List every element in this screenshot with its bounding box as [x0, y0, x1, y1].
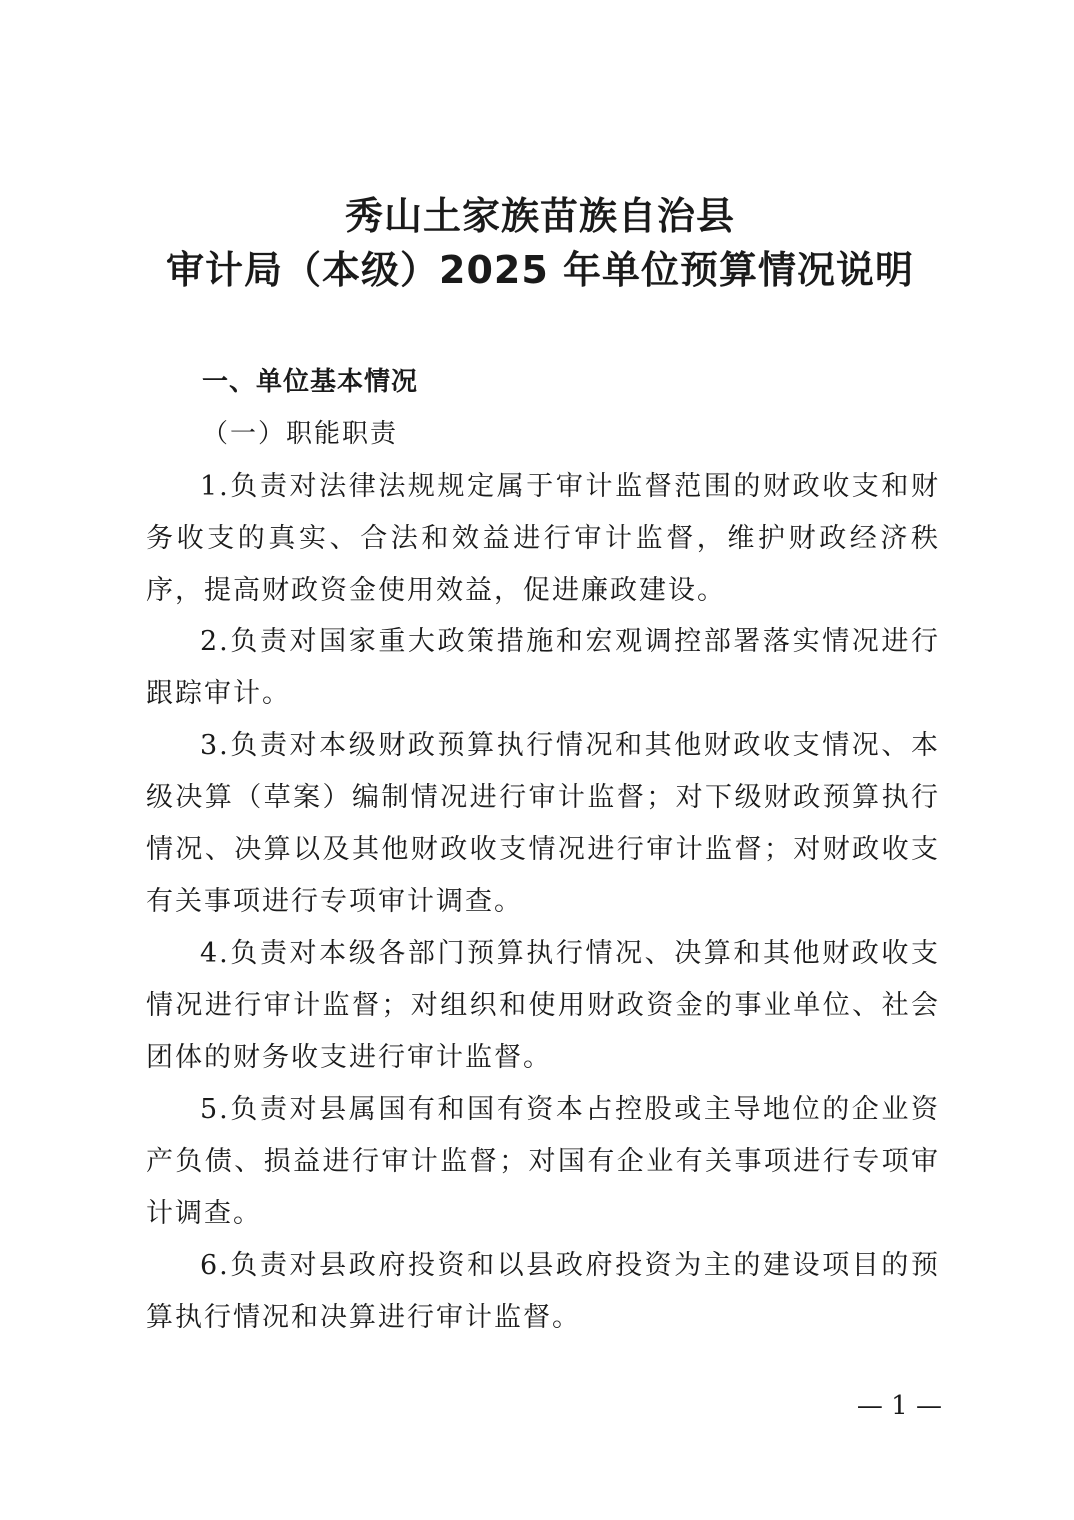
paragraph-duty-2: 2.负责对国家重大政策措施和宏观调控部署落实情况进行跟踪审计。 — [146, 626, 940, 709]
paragraph-duty-3: 3.负责对本级财政预算执行情况和其他财政收支情况、本级决算（草案）编制情况进行审计监督；对下级财政预算执行情况、决算以及其他财政收支情况进行审计监督；对财政收支有关事项进行专项审计调查。 — [146, 730, 940, 917]
paragraph-duty-4: 4.负责对本级各部门预算执行情况、决算和其他财政收支情况进行审计监督；对组织和使用财政资金的事业单位、社会团体的财务收支进行审计监督。 — [146, 938, 940, 1073]
page-number: — 1 — — [856, 1391, 942, 1421]
document-title-line2: 审计局（本级）2025 年单位预算情况说明 — [166, 248, 914, 292]
paragraph-duty-5: 5.负责对县属国有和国有资本占控股或主导地位的企业资产负债、损益进行审计监督；对国有企业有关事项进行专项审计调查。 — [146, 1094, 940, 1229]
subsection-heading: （一）职能职责 — [202, 419, 399, 449]
document-title-line1: 秀山土家族苗族自治县 — [344, 194, 735, 238]
section-heading: 一、单位基本情况 — [202, 367, 419, 397]
paragraph-duty-6: 6.负责对县政府投资和以县政府投资为主的建设项目的预算执行情况和决算进行审计监督。 — [146, 1250, 940, 1333]
paragraph-duty-1: 1.负责对法律法规规定属于审计监督范围的财政收支和财务收支的真实、合法和效益进行审计监督，维护财政经济秩序，提高财政资金使用效益，促进廉政建设。 — [146, 471, 940, 606]
